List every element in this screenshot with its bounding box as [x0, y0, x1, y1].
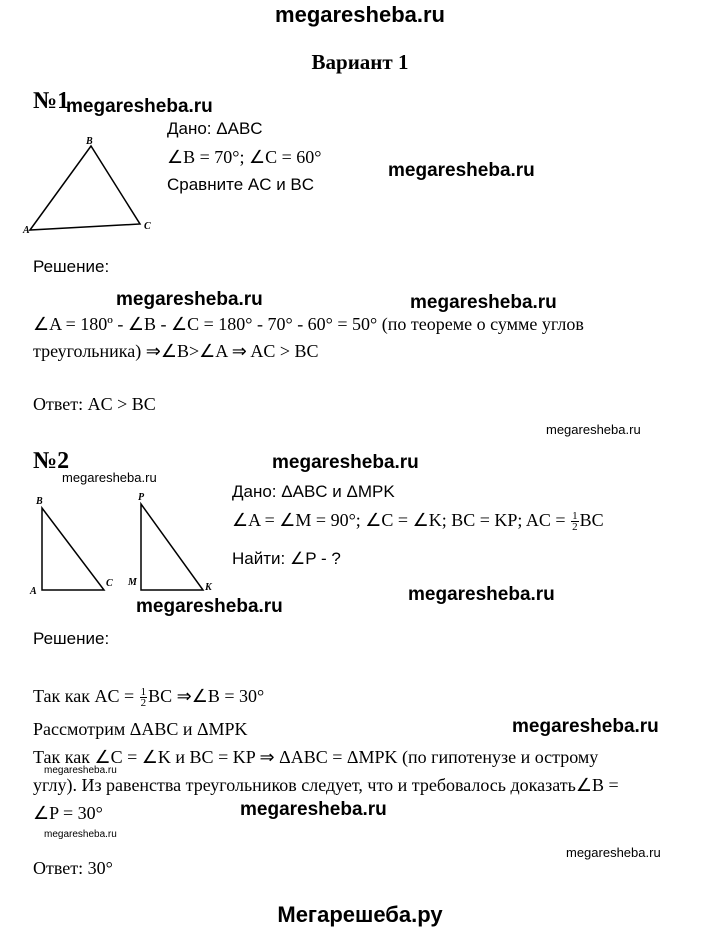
watermark: megaresheba.ru [408, 584, 555, 605]
problem2-consider: Рассмотрим ΔABC и ΔMPK [33, 719, 248, 739]
vertex-label-c: C [144, 221, 151, 232]
problem2-line4: углу). Из равенства треугольников следует, что и требовалось доказать∠B = [33, 775, 619, 795]
triangle-abc [42, 508, 104, 590]
watermark: megaresheba.ru [566, 845, 661, 860]
fraction-numerator: 1 [572, 510, 578, 523]
watermark: megaresheba.ru [44, 829, 117, 840]
watermark: megaresheba.ru [44, 765, 117, 776]
footer-site: Мегарешеба.ру [277, 902, 443, 927]
problem2-solution-label: Решение: [33, 629, 110, 648]
watermark: megaresheba.ru [240, 799, 387, 820]
problem2-since [33, 685, 264, 708]
fraction-numerator: 1 [140, 686, 147, 699]
problem2-answer: Ответ: 30° [33, 858, 113, 878]
fraction-denominator: 2 [140, 697, 147, 710]
watermark: megaresheba.ru [66, 96, 213, 117]
watermark: megaresheba.ru [512, 716, 659, 737]
triangle-abc-figure [20, 130, 160, 240]
vertex-label-a: A [23, 225, 30, 236]
vertex-label-p: P [138, 492, 145, 503]
watermark: megaresheba.ru [410, 292, 557, 313]
watermark: megaresheba.ru [388, 160, 535, 181]
problem2-since-text: Так как AC = [33, 686, 135, 706]
problem2-line5: ∠P = 30° [33, 803, 103, 823]
watermark: megaresheba.ru [546, 422, 641, 437]
problem1-angles: ∠B = 70°; ∠C = 60° [167, 147, 322, 167]
triangle-abc [30, 146, 140, 230]
problem2-number: №2 [33, 448, 70, 474]
vertex-label-m: M [128, 577, 137, 588]
vertex-label-k: K [205, 582, 212, 593]
fraction-one-half [140, 687, 148, 708]
fraction-one-half [571, 511, 579, 532]
problem2-conditions-tail: BC [579, 510, 604, 530]
watermark: megaresheba.ru [136, 596, 283, 617]
vertex-label-c: C [106, 578, 113, 589]
watermark: megaresheba.ru [272, 452, 419, 473]
triangle-mpk [141, 504, 203, 590]
problem1-number: №1 [33, 88, 70, 114]
problem1-solution-label: Решение: [33, 257, 110, 276]
problem1-answer: Ответ: AC > BC [33, 394, 156, 414]
problem2-given: Дано: ΔABC и ΔMPK [232, 482, 395, 501]
problem1-task: Сравните AC и BC [167, 175, 315, 194]
problem2-conditions-text: ∠A = ∠M = 90°; ∠C = ∠K; BC = KP; AC = [232, 510, 566, 530]
vertex-label-b: B [36, 496, 43, 507]
problem2-conditions [232, 509, 604, 532]
problem1-line1: ∠A = 180º - ∠B - ∠C = 180° - 70° - 60° = 50° (по теореме о сумме углов [33, 314, 584, 334]
problem2-since-tail: BC ⇒∠B = 30° [148, 686, 265, 706]
header-site: megaresheba.ru [275, 2, 445, 27]
vertex-label-b: B [86, 136, 93, 147]
problem2-find: Найти: ∠P - ? [232, 549, 341, 568]
variant-title: Вариант 1 [311, 50, 409, 74]
problem1-given: Дано: ΔABC [167, 119, 263, 138]
problem1-line2: треугольника) ⇒∠B>∠A ⇒ AC > BC [33, 341, 319, 361]
problem2-line3: Так как ∠C = ∠K и BC = KP ⇒ ΔABC = ΔMPK (по гипотенузе и острому [33, 747, 599, 767]
watermark: megaresheba.ru [62, 470, 157, 485]
fraction-denominator: 2 [572, 521, 578, 534]
watermark: megaresheba.ru [116, 289, 263, 310]
triangles-abc-mpk-figure [20, 488, 220, 598]
vertex-label-a: A [30, 586, 37, 597]
